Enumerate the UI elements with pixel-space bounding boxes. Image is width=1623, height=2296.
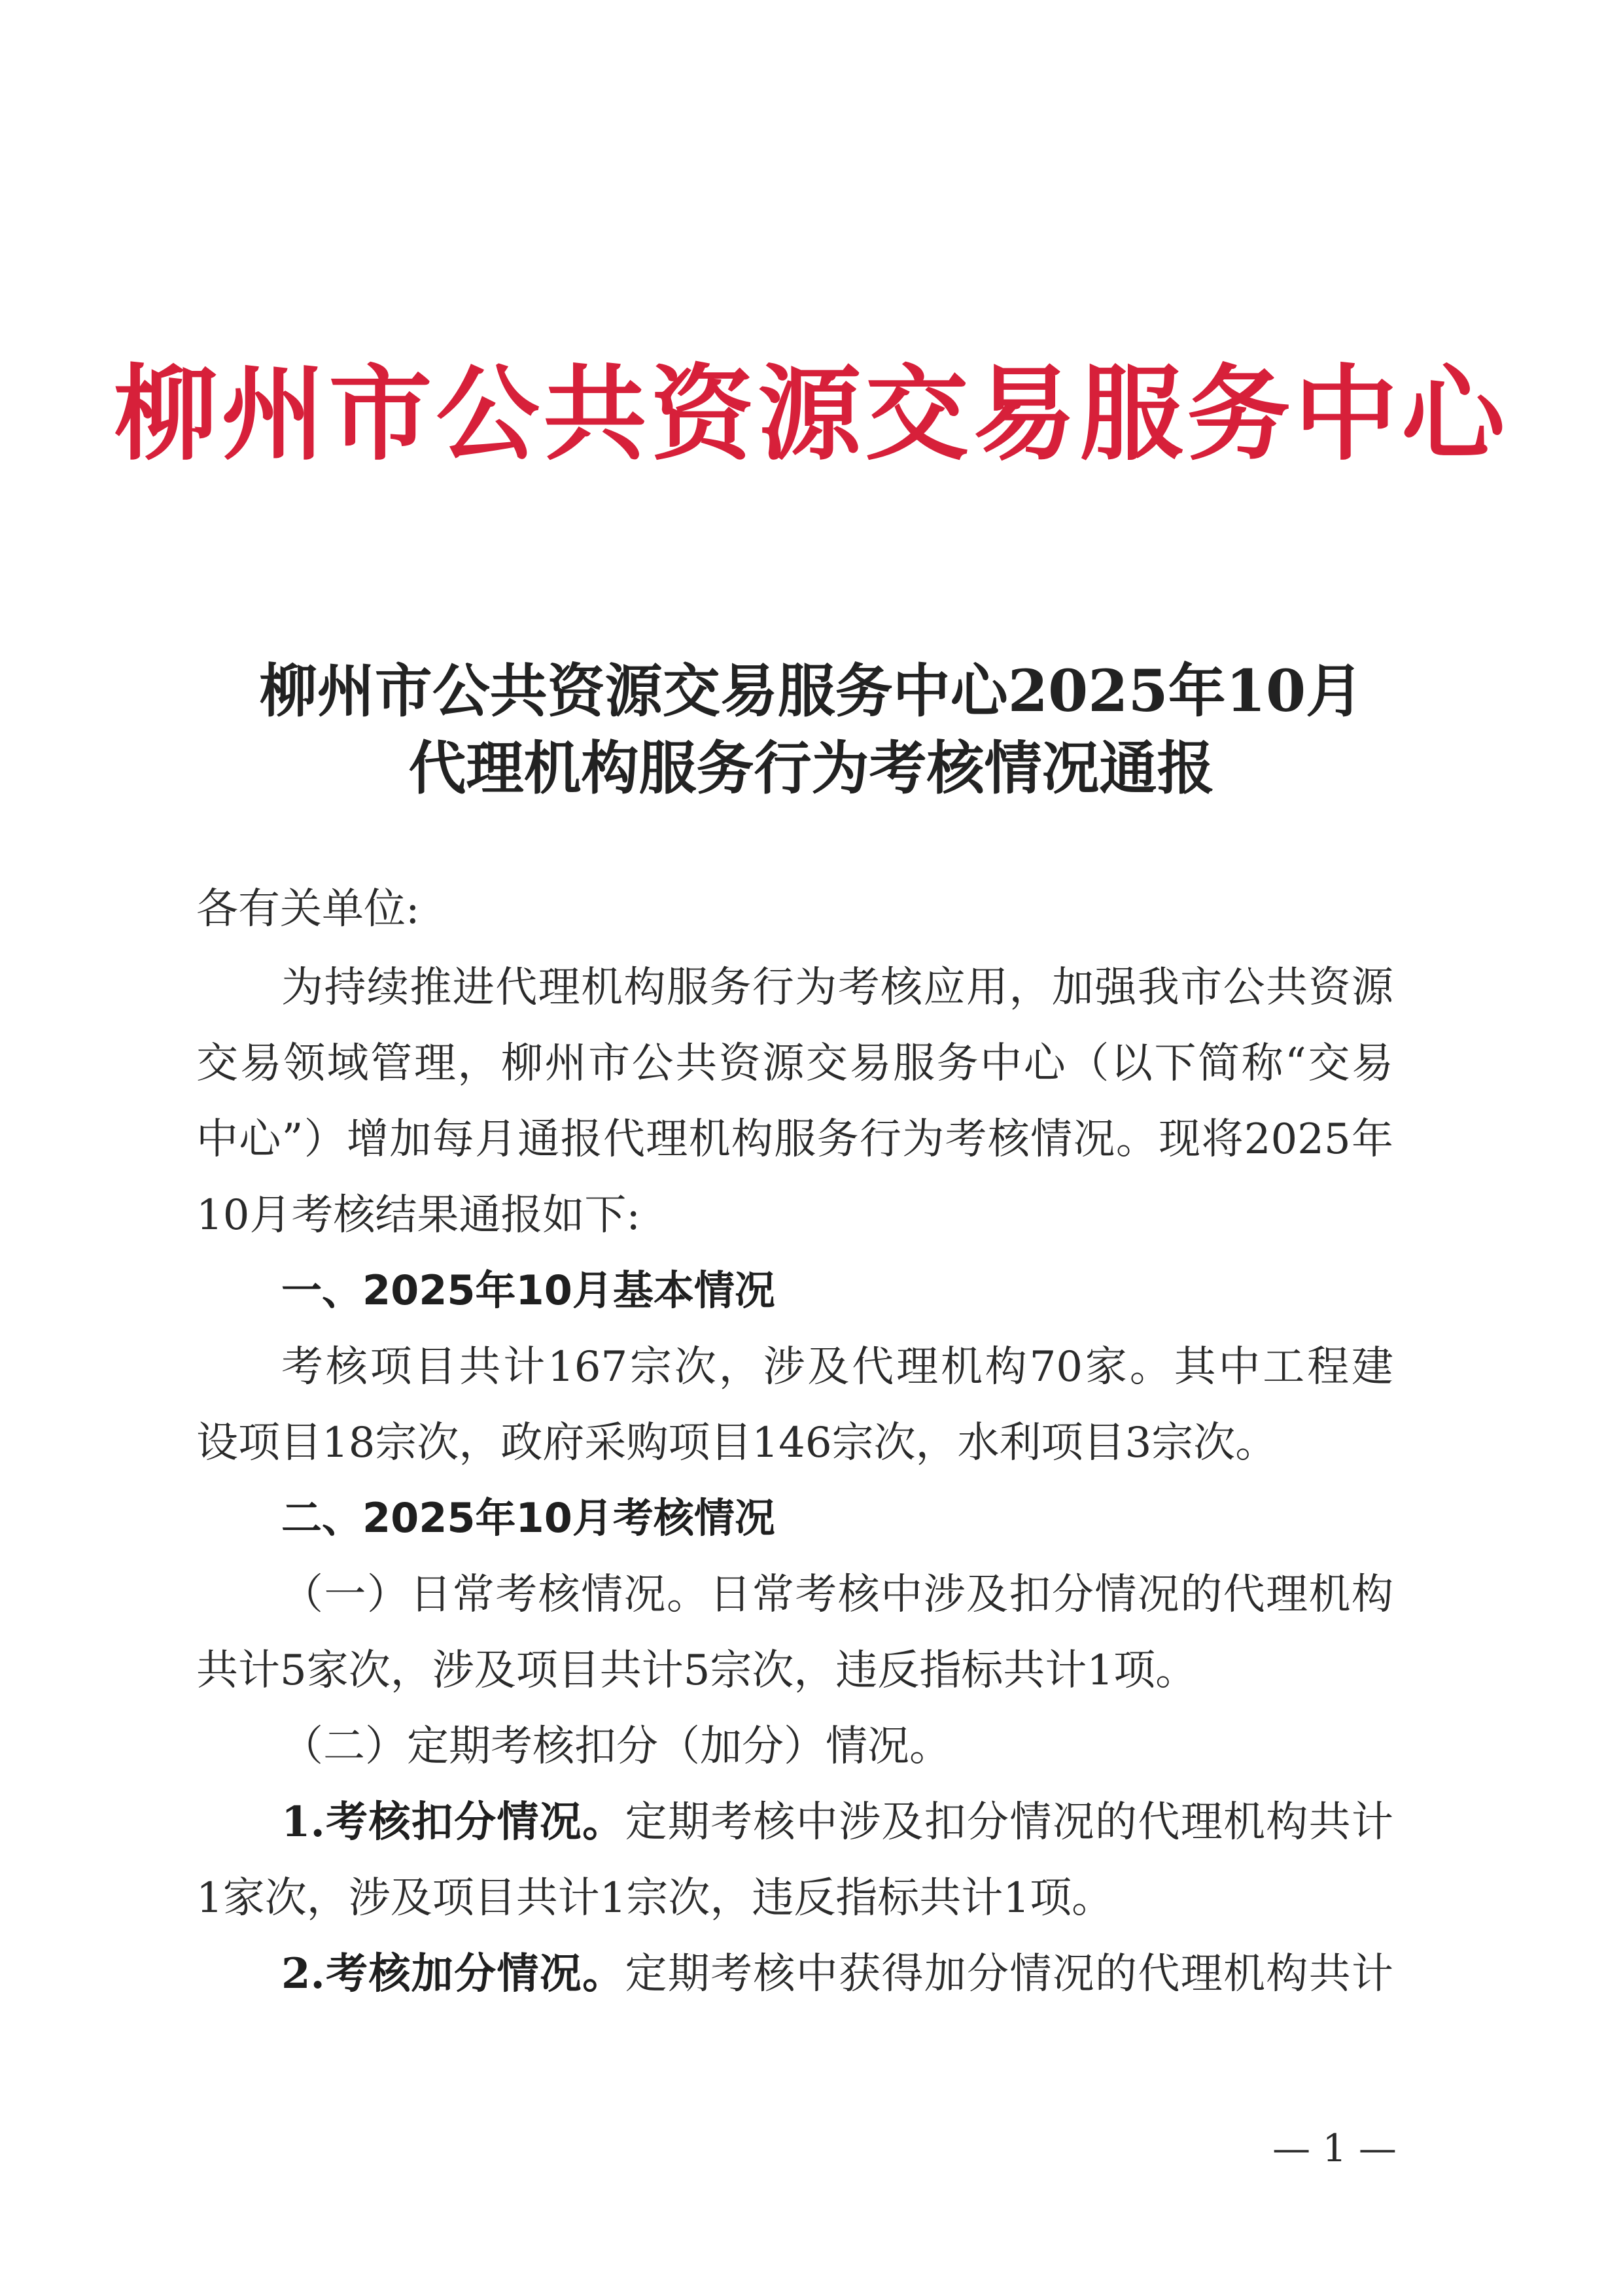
periodic-review-heading: （二）定期考核扣分（加分）情况。 xyxy=(281,1722,951,1771)
document-title-line-1: 柳州市公共资源交易服务中心2025年10月 xyxy=(259,657,1364,725)
section-1-heading: 一、2025年10月基本情况 xyxy=(281,1266,775,1314)
intro-line-3: 中心”）增加每月通报代理机构服务行为考核情况。现将2025年 xyxy=(196,1115,1393,1164)
salutation: 各有关单位: xyxy=(196,885,420,933)
bonus-line-1 xyxy=(281,1949,1394,1998)
deduction-text: 定期考核中涉及扣分情况的代理机构共计 xyxy=(625,1798,1394,1847)
bonus-label: 2.考核加分情况。 xyxy=(281,1949,625,1998)
intro-line-4: 10月考核结果通报如下: xyxy=(196,1191,640,1240)
deduction-line-2: 1家次，涉及项目共计1宗次，违反指标共计1项。 xyxy=(196,1874,1114,1922)
page-number: — 1 — xyxy=(1272,2126,1397,2170)
intro-line-2: 交易领域管理，柳州市公共资源交易服务中心（以下简称“交易 xyxy=(196,1039,1393,1088)
document-title-line-2: 代理机构服务行为考核情况通报 xyxy=(408,734,1215,802)
bonus-text: 定期考核中获得加分情况的代理机构共计 xyxy=(625,1950,1394,1998)
deduction-line-1 xyxy=(281,1798,1394,1847)
letterhead: 柳州市公共资源交易服务中心 xyxy=(114,354,1509,475)
section-2-heading: 二、2025年10月考核情况 xyxy=(281,1494,775,1542)
daily-review-line-2: 共计5家次，涉及项目共计5宗次，违反指标共计1项。 xyxy=(196,1646,1198,1695)
intro-line-1: 为持续推进代理机构服务行为考核应用，加强我市公共资源 xyxy=(281,964,1393,1012)
daily-review-line-1: （一）日常考核情况。日常考核中涉及扣分情况的代理机构 xyxy=(281,1571,1393,1619)
section-1-line-1: 考核项目共计167宗次，涉及代理机构70家。其中工程建 xyxy=(281,1343,1393,1391)
section-1-line-2: 设项目18宗次，政府采购项目146宗次，水利项目3宗次。 xyxy=(196,1419,1278,1467)
deduction-label: 1.考核扣分情况。 xyxy=(281,1798,625,1847)
